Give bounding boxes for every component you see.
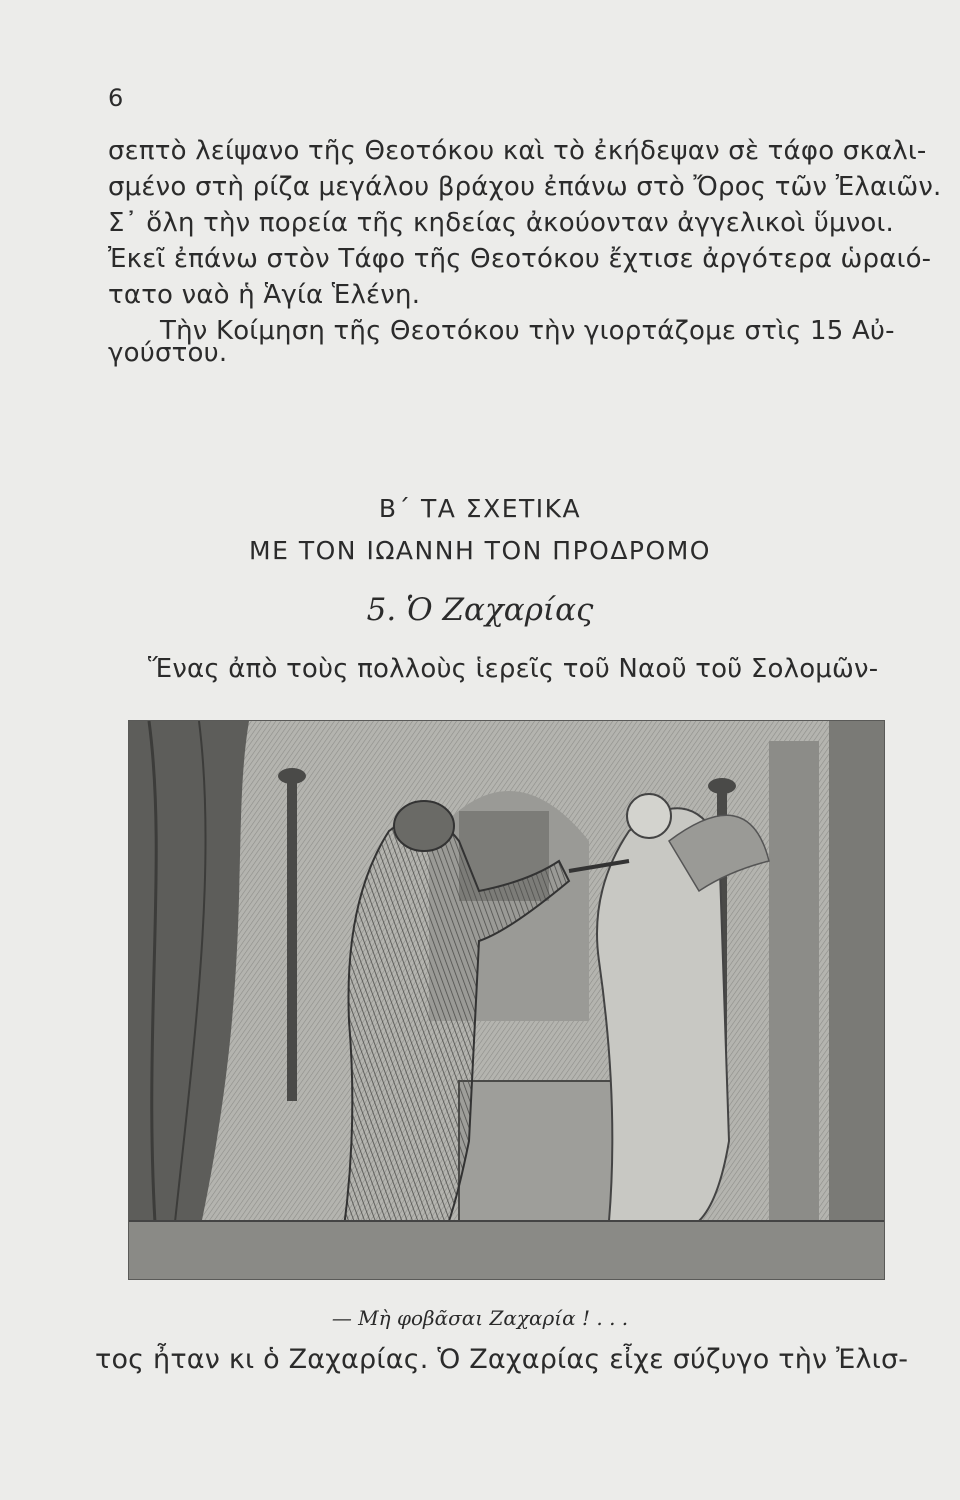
text-line: σεπτὸ λείψανο τῆς Θεοτόκου καὶ τὸ ἐκήδεψαν σὲ τάφο σκαλι-: [108, 136, 927, 166]
page-number: 6: [108, 84, 124, 112]
illustration-caption: — Μὴ φοβᾶσαι Ζαχαρία ! . . .: [331, 1306, 629, 1330]
text-line: σμένο στὴ ρίζα μεγάλου βράχου ἐπάνω στὸ Ὄρος τῶν Ἐλαιῶν.: [108, 172, 942, 202]
paragraph-3-line-2: τος ἦταν κι ὁ Ζαχαρίας. Ὁ Ζαχαρίας εἶχε σύζυγο τὴν Ἐλισ-: [95, 1344, 909, 1375]
engraving-illustration: [128, 720, 885, 1280]
text-line: Σ᾽ ὅλη τὴν πορεία τῆς κηδείας ἀκούονταν ἀγγελικοὶ ὕμνοι.: [108, 208, 894, 238]
section-heading-line-2: ΜΕ ΤΟΝ ΙΩΑΝΝΗ ΤΟΝ ΠΡΟΔΡΟΜΟ: [249, 536, 711, 565]
text-line: γούστου.: [108, 338, 228, 368]
text-line: Ἐκεῖ ἐπάνω στὸν Τάφο τῆς Θεοτόκου ἔχτισε ἀργότερα ὡραιό-: [108, 244, 932, 274]
text-line: Τὴν Κοίμηση τῆς Θεοτόκου τὴν γιορτάζομε στὶς 15 Αὐ-: [160, 316, 895, 346]
section-heading-line-1: Β΄ ΤΑ ΣΧΕΤΙΚΑ: [378, 494, 582, 523]
engraving-zacharias-angel-illustration-icon: [129, 721, 884, 1279]
chapter-title: 5. Ὁ Ζαχαρίας: [366, 592, 594, 628]
text-line: τατο ναὸ ἡ Ἁγία Ἑλένη.: [108, 280, 421, 310]
paragraph-3-line-1: Ἕνας ἀπὸ τοὺς πολλοὺς ἱερεῖς τοῦ Ναοῦ τοῦ Σολομῶν-: [148, 654, 879, 684]
